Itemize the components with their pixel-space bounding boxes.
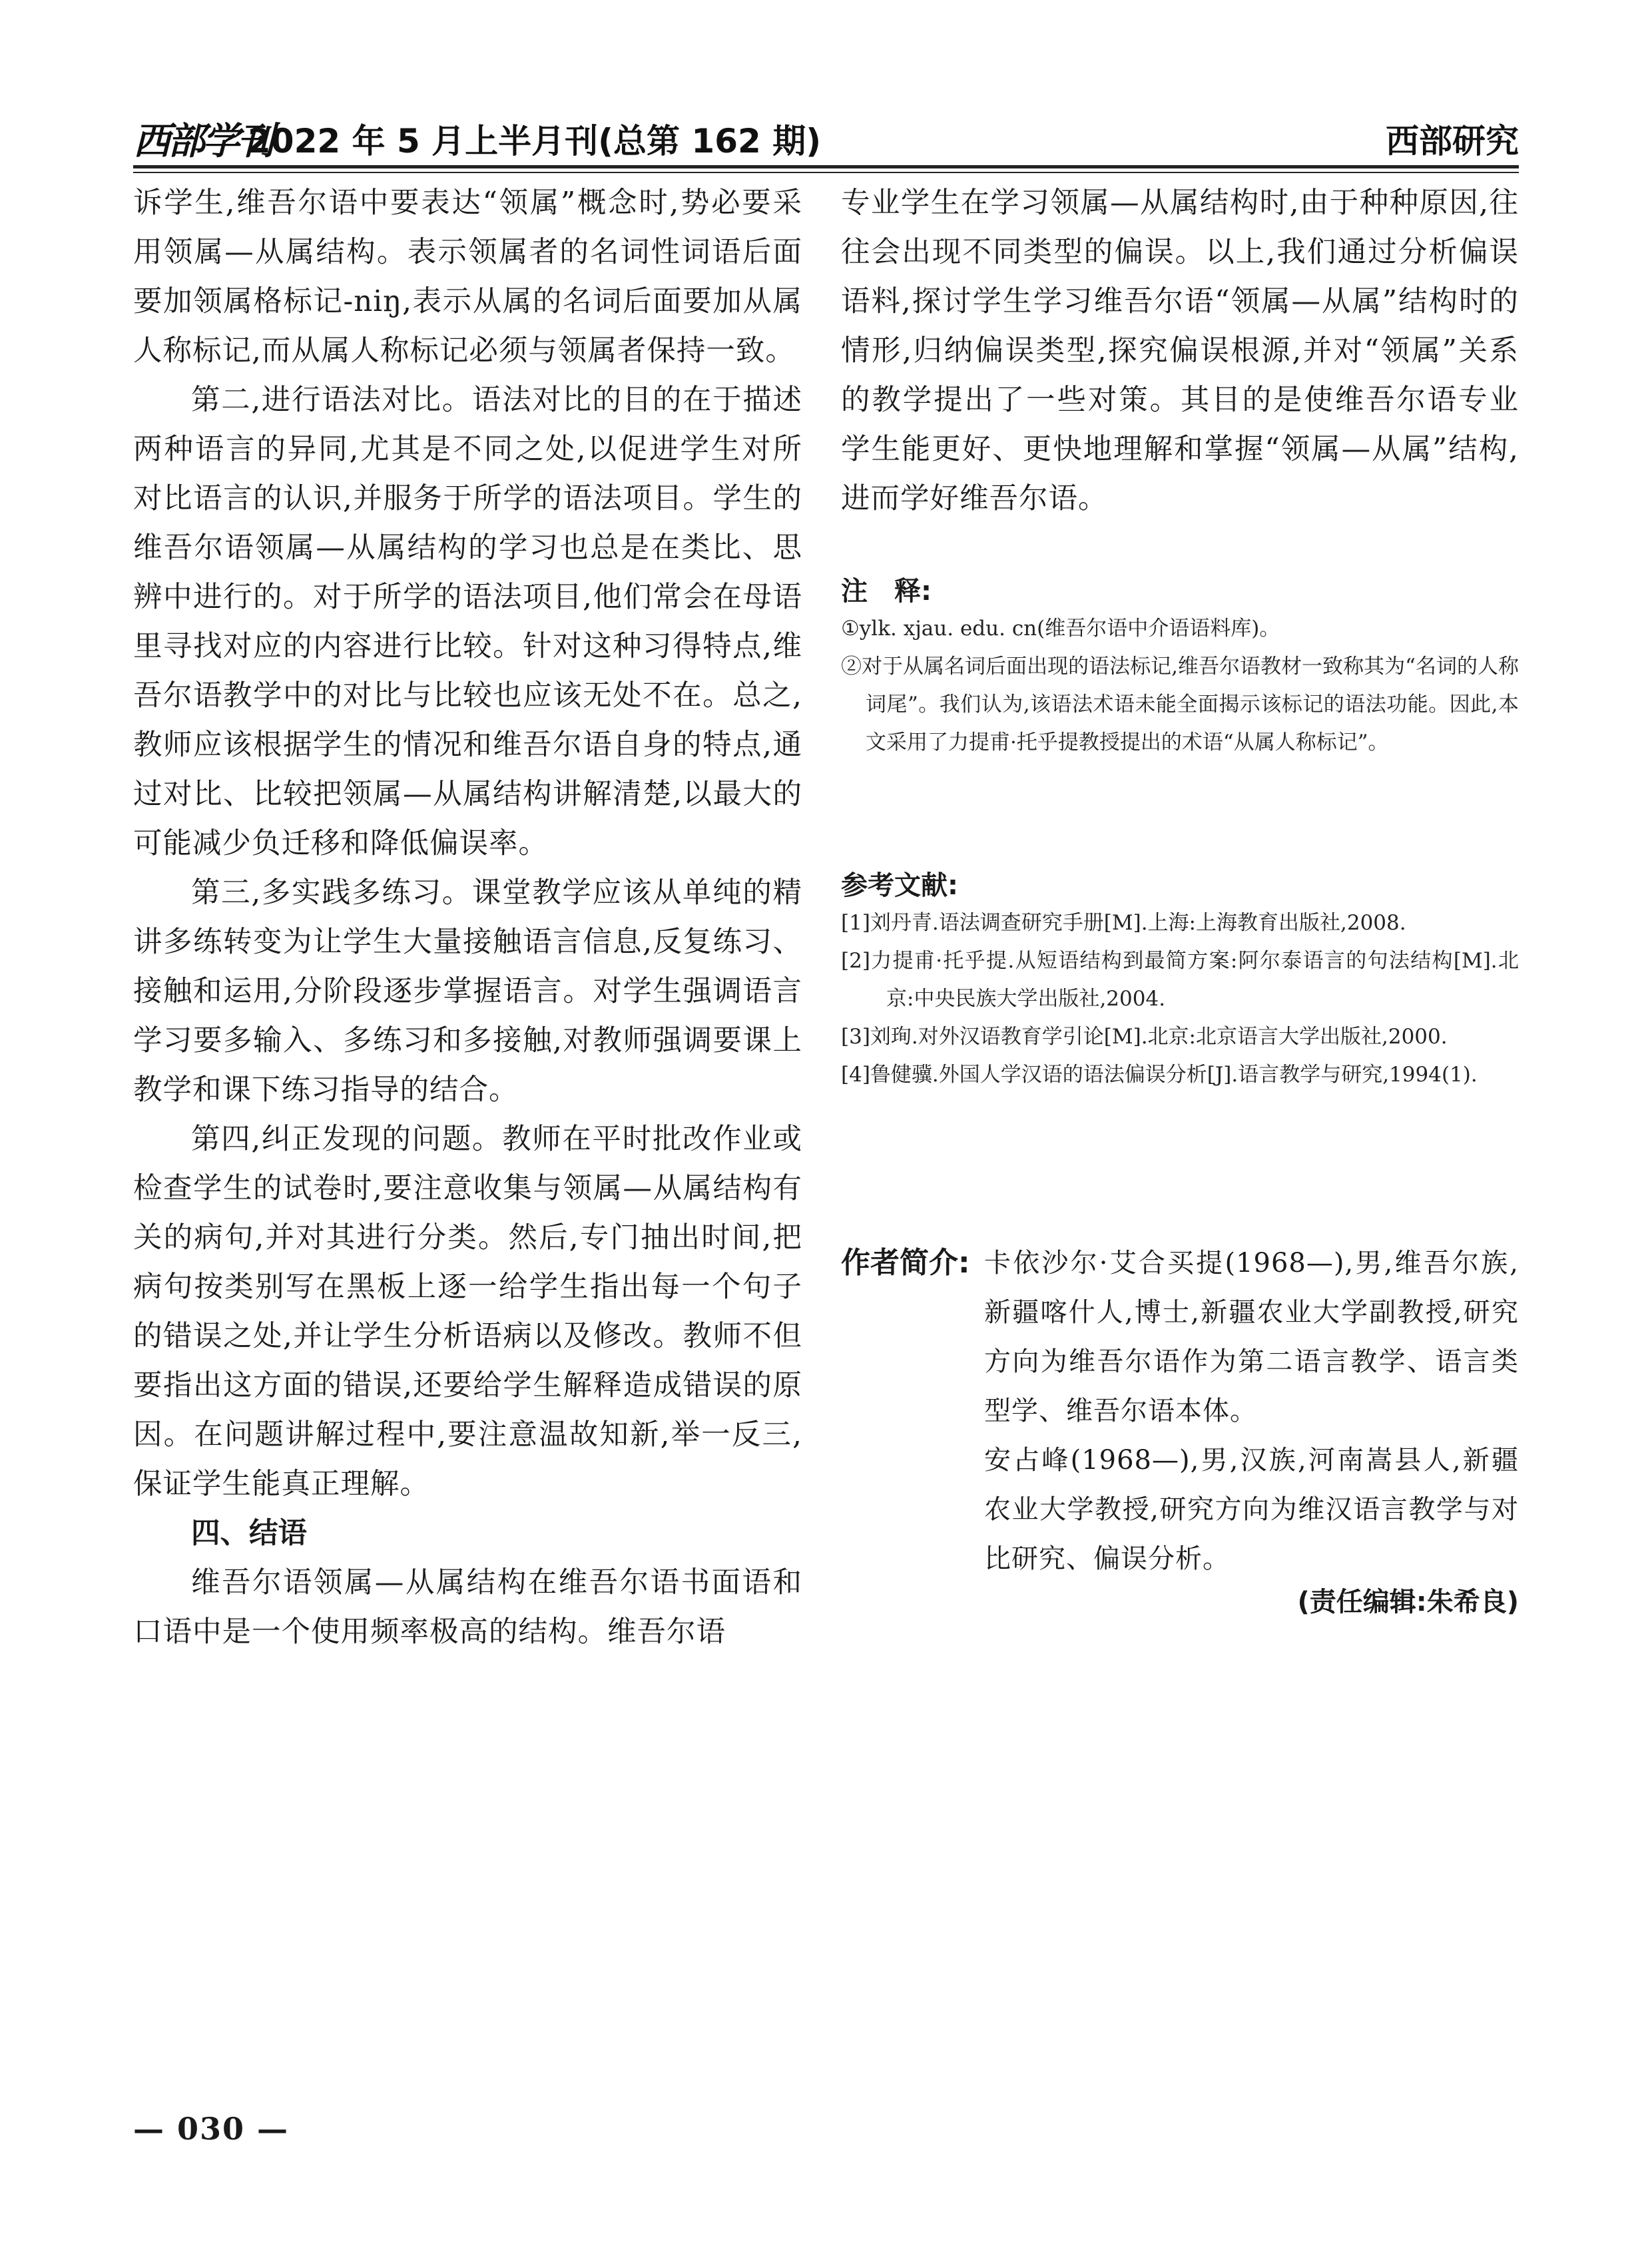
note-item: ②对于从属名词后面出现的语法标记,维吾尔语教材一致称其为“名词的人称词尾”。我们认为,该语法术语未能全面揭示该标记的语法功能。因此,本文采用了力提甫·托乎提教授提出的术语“从属人称标记”。	[841, 655, 1519, 754]
page-number: — 030 —	[133, 2111, 290, 2147]
reference-item: [3]刘珣.对外汉语教育学引论[M].北京:北京语言大学出版社,2000.	[841, 1025, 1448, 1049]
author-entry: 安占峰(1968—),男,汉族,河南嵩县人,新疆农业大学教授,研究方向为维汉语言教学与对比研究、偏误分析。	[984, 1445, 1519, 1574]
issue-info: 2022 年 5 月上半月刊(总第 162 期)	[248, 122, 822, 160]
paragraph: 维吾尔语领属—从属结构在维吾尔语书面语和口语中是一个使用频率极高的结构。维吾尔语	[133, 1566, 802, 1649]
paragraph: 诉学生,维吾尔语中要表达“领属”概念时,势必要采用领属—从属结构。表示领属者的名词性词语后面要加领属格标记-niŋ,表示从属的名词后面要加从属人称标记,而从属人称标记必须与领属者保持一致。	[133, 186, 802, 368]
paragraph: 第三,多实践多练习。课堂教学应该从单纯的精讲多练转变为让学生大量接触语言信息,反复练习、接触和运用,分阶段逐步掌握语言。对学生强调语言学习要多输入、多练习和多接触,对教师强调要课上教学和课下练习指导的结合。	[133, 876, 802, 1107]
note-item: ①ylk. xjau. edu. cn(维吾尔语中介语语料库)。	[841, 617, 1280, 641]
section-heading: 四、结语	[191, 1517, 307, 1550]
column-name: 西部研究	[1386, 122, 1519, 160]
left-column	[133, 178, 802, 1657]
reference-item: [1]刘丹青.语法调查研究手册[M].上海:上海教育出版社,2008.	[841, 911, 1406, 935]
responsible-editor: (责任编辑:朱希良)	[1297, 1587, 1519, 1617]
journal-logo: 西部学刊	[133, 119, 272, 163]
editor-wrap	[841, 0, 1519, 2242]
notes-title: 注 释:	[841, 576, 932, 607]
reference-item: [2]力提甫·托乎提.从短语结构到最简方案:阿尔泰语言的句法结构[M].北京:中央民族大学出版社,2004.	[841, 949, 1519, 1011]
paragraph: 第二,进行语法对比。语法对比的目的在于描述两种语言的异同,尤其是不同之处,以促进学生对所对比语言的认识,并服务于所学的语法项目。学生的维吾尔语领属—从属结构的学习也总是在类比、思辨中进行的。对于所学的语法项目,他们常会在母语里寻找对应的内容进行比较。针对这种习得特点,维吾尔语教学中的对比与比较也应该无处不在。总之,教师应该根据学生的情况和维吾尔语自身的特点,通过对比、比较把领属—从属结构讲解清楚,以最大的可能减少负迁移和降低偏误率。	[133, 384, 802, 860]
reference-item: [4]鲁健骥.外国人学汉语的语法偏误分析[J].语言教学与研究,1994(1).	[841, 1063, 1478, 1087]
references-title: 参考文献:	[841, 870, 958, 901]
author-entry: 卡依沙尔·艾合买提(1968—),男,维吾尔族,新疆喀什人,博士,新疆农业大学副教授,研究方向为维吾尔语作为第二语言教学、语言类型学、维吾尔语本体。	[984, 1248, 1519, 1426]
author-label: 作者简介:	[841, 1246, 970, 1280]
paragraph: 专业学生在学习领属—从属结构时,由于种种原因,往往会出现不同类型的偏误。以上,我们通过分析偏误语料,探讨学生学习维吾尔语“领属—从属”结构时的情形,归纳偏误类型,探究偏误根源,并对“领属”关系的教学提出了一些对策。其目的是使维吾尔语专业学生能更好、更快地理解和掌握“领属—从属”结构,进而学好维吾尔语。	[841, 186, 1519, 515]
paragraph: 第四,纠正发现的问题。教师在平时批改作业或检查学生的试卷时,要注意收集与领属—从属结构有关的病句,并对其进行分类。然后,专门抽出时间,把病句按类别写在黑板上逐一给学生指出每一个句子的错误之处,并让学生分析语病以及修改。教师不但要指出这方面的错误,还要给学生解释造成错误的原因。在问题讲解过程中,要注意温故知新,举一反三,保证学生能真正理解。	[133, 1123, 802, 1501]
